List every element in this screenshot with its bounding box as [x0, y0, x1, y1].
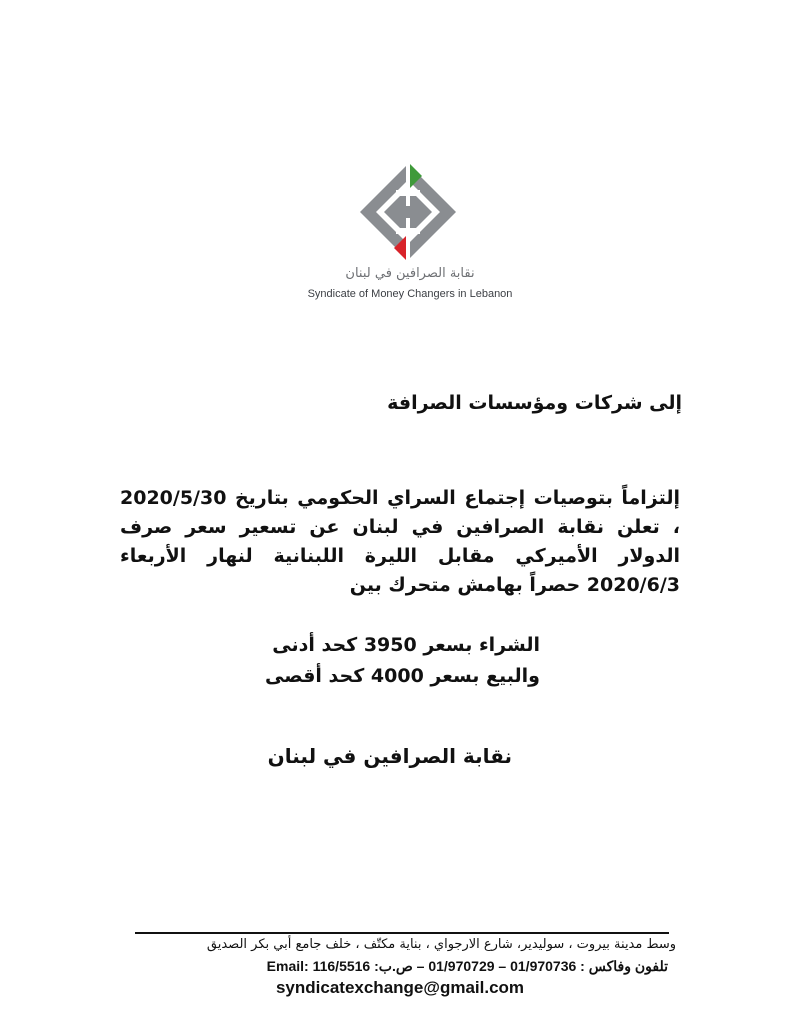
- syndicate-logo: [356, 160, 460, 264]
- footer-phone-fax: تلفون وفاكس : 01/970736 – 01/970729 – ص.ب: 116/5516 :Email: [266, 958, 668, 974]
- logo-english-name: Syndicate of Money Changers in Lebanon: [307, 288, 513, 300]
- footer-email: syndicatexchange@gmail.com: [275, 978, 525, 997]
- logo-mark-icon: [356, 160, 460, 264]
- footer-divider: [135, 932, 669, 934]
- signature: نقابة الصرافين في لبنان: [267, 744, 512, 768]
- buy-rate-line: الشراء بسعر 3950 كحد أدنى: [272, 634, 540, 656]
- sell-rate-line: والبيع بسعر 4000 كحد أقصى: [265, 665, 540, 687]
- recipient-line: إلى شركات ومؤسسات الصرافة: [387, 392, 682, 414]
- footer-address: وسط مدينة بيروت ، سوليدير، شارع الارجواي ، بناية مكتّف ، خلف جامع أبي بكر الصديق: [206, 937, 676, 952]
- rate-block: [220, 630, 620, 692]
- letter-body: إلتزاماً بتوصيات إجتماع السراي الحكومي بتاريخ 2020/5/30 ، تعلن نقابة الصرافين في لبنان عن تسعير سعر صرف الدولار الأميركي مقابل الليرة اللبنانية لنهار الأربعاء 2020/6/3 حصراً بهامش متحرك بين: [120, 487, 680, 596]
- logo-arabic-name: نقابة الصرافين في لبنان: [345, 266, 475, 281]
